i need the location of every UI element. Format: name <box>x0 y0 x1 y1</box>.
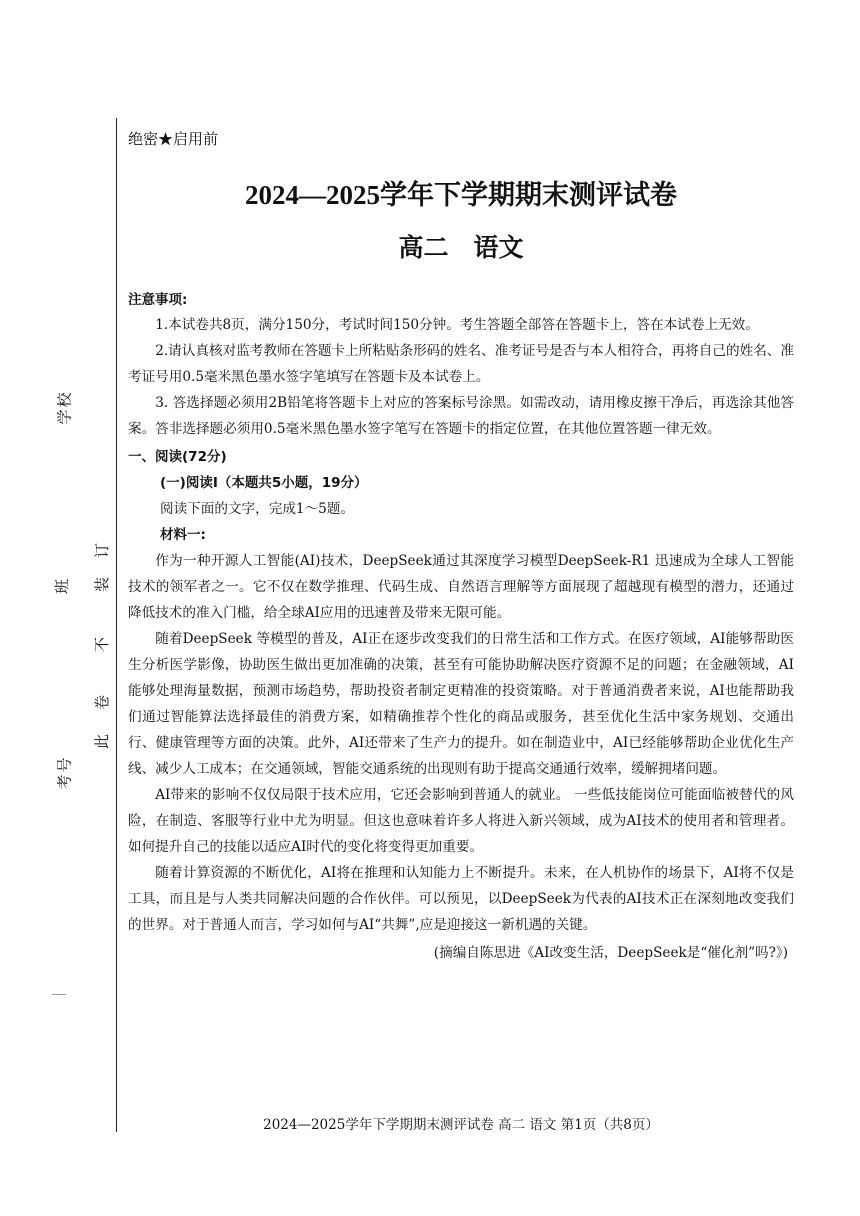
binding-line <box>116 118 117 1132</box>
exam-page <box>128 128 794 966</box>
reading-instruction: 阅读下面的文字，完成1～5题。 <box>160 501 355 517</box>
notice-item-2: 2.请认真核对监考教师在答题卡上所粘贴条形码的姓名、准考证号是否与本人相符合，再将自己的姓名、准考证号用0.5毫米黑色墨水签字笔填写在答题卡及本试卷上。 <box>128 343 794 385</box>
seal-char-bu: 不 <box>93 634 112 653</box>
section-heading: 一、阅读(72分) <box>128 449 227 465</box>
class-label: 班 <box>53 576 72 595</box>
passage-paragraph-3: AI带来的影响不仅仅局限于技术应用，它还会影响到普通人的就业。 一些低技能岗位可能面临被替代的风险，在制造、客服等行业中尤为明显。但这也意味着许多人将进入新兴领域，成为AI技术的使用者和管理者。如何提升自己的技能以适应AI时代的变化将变得更加重要。 <box>128 787 794 855</box>
notice-heading: 注意事项: <box>128 292 188 308</box>
subject-title: 高二 语文 <box>398 235 524 262</box>
notice-item-3: 3. 答选择题必须用2B铅笔将答题卡上对应的答案标号涂黑。如需改动，请用橡皮擦干净后，再选涂其他答案。答非选择题必须用0.5毫米黑色墨水签字笔写在答题卡的指定位置，在其他位置答题一律无效。 <box>128 395 794 437</box>
school-label: 学校 <box>55 390 74 425</box>
source-citation: (摘编自陈思进《AI改变生活，DeepSeek是“催化剂”吗?》) <box>433 945 788 961</box>
confidential-mark: 绝密★启用前 <box>128 130 219 148</box>
seal-char-ding: 订 <box>93 540 112 559</box>
exam-number-label: 考号 <box>55 755 74 790</box>
exam-title: 2024—2025学年下学期期末测评试卷 <box>245 180 677 210</box>
passage-paragraph-4: 随着计算资源的不断优化，AI将在推理和认知能力上不断提升。未来，在人机协作的场景下，AI将不仅是工具，而且是与人类共同解决问题的合作伙伴。可以预见，以DeepSeek为代表的AI技术正在深刻地改变我们的世界。对于普通人而言，学习如何与AI“共舞”,应是迎接这一新机遇的关键。 <box>128 865 794 933</box>
seal-char-zhuang: 装 <box>93 574 112 593</box>
sub-section-heading: (一)阅读I（本题共5小题，19分） <box>160 475 368 491</box>
passage-paragraph-1: 作为一种开源人工智能(AI)技术，DeepSeek通过其深度学习模型DeepSeek-R1 迅速成为全球人工智能技术的领军者之一。它不仅在数学推理、代码生成、自然语言理解等方面展现了超越现有模型的潜力，还通过降低技术的准入门槛，给全球AI应用的迅速普及带来无限可能。 <box>128 553 794 621</box>
seal-char-juan: 卷 <box>93 692 112 711</box>
material-label: 材料一: <box>160 527 206 543</box>
margin-tick <box>52 994 66 995</box>
passage-paragraph-2: 随着DeepSeek 等模型的普及，AI正在逐步改变我们的日常生活和工作方式。在医疗领域，AI能够帮助医生分析医学影像，协助医生做出更加准确的决策，甚至有可能协助解决医疗资源不足的问题；在金融领域，AI能够处理海量数据，预测市场趋势，帮助投资者制定更精准的投资策略。对于普通消费者来说，AI也能帮助我们通过智能算法选择最佳的消费方案，如精确推荐个性化的商品或服务，甚至优化生活中家务规划、交通出行、健康管理等方面的决策。此外，AI还带来了生产力的提升。如在制造业中，AI已经能够帮助企业优化生产线、减少人工成本；在交通领域，智能交通系统的出现则有助于提高交通通行效率，缓解拥堵问题。 <box>128 631 794 777</box>
seal-char-ci: 此 <box>93 731 112 750</box>
page-footer: 2024—2025学年下学期期末测评试卷 高二 语文 第1页（共8页） <box>263 1117 659 1133</box>
notice-item-1: 1.本试卷共8页，满分150分，考试时间150分钟。考生答题全部答在答题卡上，答在本试卷上无效。 <box>155 317 759 333</box>
